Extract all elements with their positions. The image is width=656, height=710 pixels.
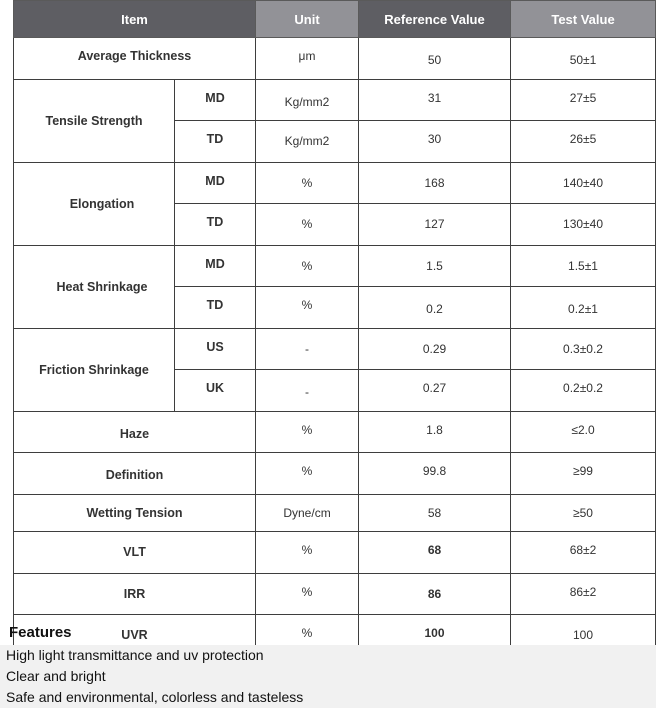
- reference-value-cell: 86: [359, 573, 511, 615]
- item-name: Wetting Tension: [14, 494, 256, 532]
- header-unit: Unit: [256, 1, 359, 38]
- test-value-cell: ≥99: [511, 453, 656, 495]
- item-name: Average Thickness: [14, 38, 256, 80]
- unit-cell: -: [256, 328, 359, 370]
- reference-value-cell: 168: [359, 162, 511, 204]
- direction-cell: TD: [175, 121, 256, 163]
- direction-cell: MD: [175, 162, 256, 204]
- item-name: VLT: [14, 532, 256, 574]
- table-row: [14, 411, 656, 453]
- features-title: Features: [9, 624, 72, 641]
- test-value-cell: 27±5: [511, 79, 656, 121]
- unit-cell: %: [256, 615, 359, 657]
- feature-item: Clear and bright: [6, 668, 106, 684]
- item-name: Heat Shrinkage: [14, 245, 175, 328]
- unit-cell: %: [256, 162, 359, 204]
- table-row: [14, 573, 656, 615]
- unit-cell: Dyne/cm: [256, 494, 359, 532]
- item-name: Definition: [14, 453, 256, 495]
- reference-value-cell: 58: [359, 494, 511, 532]
- features-list: [0, 645, 656, 708]
- table-row: [14, 79, 656, 121]
- table-row: [14, 38, 656, 80]
- item-name: IRR: [14, 573, 256, 615]
- test-value-cell: 100: [511, 615, 656, 657]
- unit-cell: Kg/mm2: [256, 121, 359, 163]
- reference-value-cell: 0.2: [359, 287, 511, 329]
- direction-cell: UK: [175, 370, 256, 412]
- reference-value-cell: 0.29: [359, 328, 511, 370]
- header-test-value: Test Value: [511, 1, 656, 38]
- test-value-cell: 68±2: [511, 532, 656, 574]
- unit-cell: %: [256, 287, 359, 329]
- unit-cell: -: [256, 370, 359, 412]
- unit-cell: Kg/mm2: [256, 79, 359, 121]
- item-name: Elongation: [14, 162, 175, 245]
- direction-cell: MD: [175, 79, 256, 121]
- test-value-cell: 0.3±0.2: [511, 328, 656, 370]
- unit-cell: %: [256, 532, 359, 574]
- reference-value-cell: 1.5: [359, 245, 511, 287]
- reference-value-cell: 50: [359, 38, 511, 80]
- test-value-cell: 1.5±1: [511, 245, 656, 287]
- test-value-cell: 130±40: [511, 204, 656, 246]
- unit-cell: %: [256, 245, 359, 287]
- test-value-cell: 86±2: [511, 573, 656, 615]
- test-value-cell: ≤2.0: [511, 411, 656, 453]
- table-row: [14, 494, 656, 532]
- feature-item: Safe and environmental, colorless and tasteless: [6, 689, 304, 705]
- specification-table: [13, 0, 656, 657]
- table-row: [14, 162, 656, 204]
- direction-cell: TD: [175, 204, 256, 246]
- table-row: [14, 245, 656, 287]
- test-value-cell: 50±1: [511, 38, 656, 80]
- reference-value-cell: 68: [359, 532, 511, 574]
- test-value-cell: 0.2±1: [511, 287, 656, 329]
- item-name: UVR: [14, 615, 256, 657]
- unit-cell: %: [256, 453, 359, 495]
- direction-cell: US: [175, 328, 256, 370]
- item-name: Friction Shrinkage: [14, 328, 175, 411]
- reference-value-cell: 0.27: [359, 370, 511, 412]
- test-value-cell: ≥50: [511, 494, 656, 532]
- test-value-cell: 26±5: [511, 121, 656, 163]
- item-name: Haze: [14, 411, 256, 453]
- reference-value-cell: 99.8: [359, 453, 511, 495]
- table-header-row: [14, 1, 656, 38]
- reference-value-cell: 127: [359, 204, 511, 246]
- reference-value-cell: 1.8: [359, 411, 511, 453]
- header-reference-value: Reference Value: [359, 1, 511, 38]
- reference-value-cell: 30: [359, 121, 511, 163]
- reference-value-cell: 100: [359, 615, 511, 657]
- unit-cell: %: [256, 411, 359, 453]
- reference-value-cell: 31: [359, 79, 511, 121]
- table-row: [14, 328, 656, 370]
- unit-cell: %: [256, 204, 359, 246]
- item-name: Tensile Strength: [14, 79, 175, 162]
- test-value-cell: 140±40: [511, 162, 656, 204]
- direction-cell: TD: [175, 287, 256, 329]
- direction-cell: MD: [175, 245, 256, 287]
- test-value-cell: 0.2±0.2: [511, 370, 656, 412]
- unit-cell: %: [256, 573, 359, 615]
- feature-item: High light transmittance and uv protection: [6, 647, 264, 663]
- header-item: Item: [14, 1, 256, 38]
- table-row: [14, 453, 656, 495]
- unit-cell: μm: [256, 38, 359, 80]
- table-row: [14, 532, 656, 574]
